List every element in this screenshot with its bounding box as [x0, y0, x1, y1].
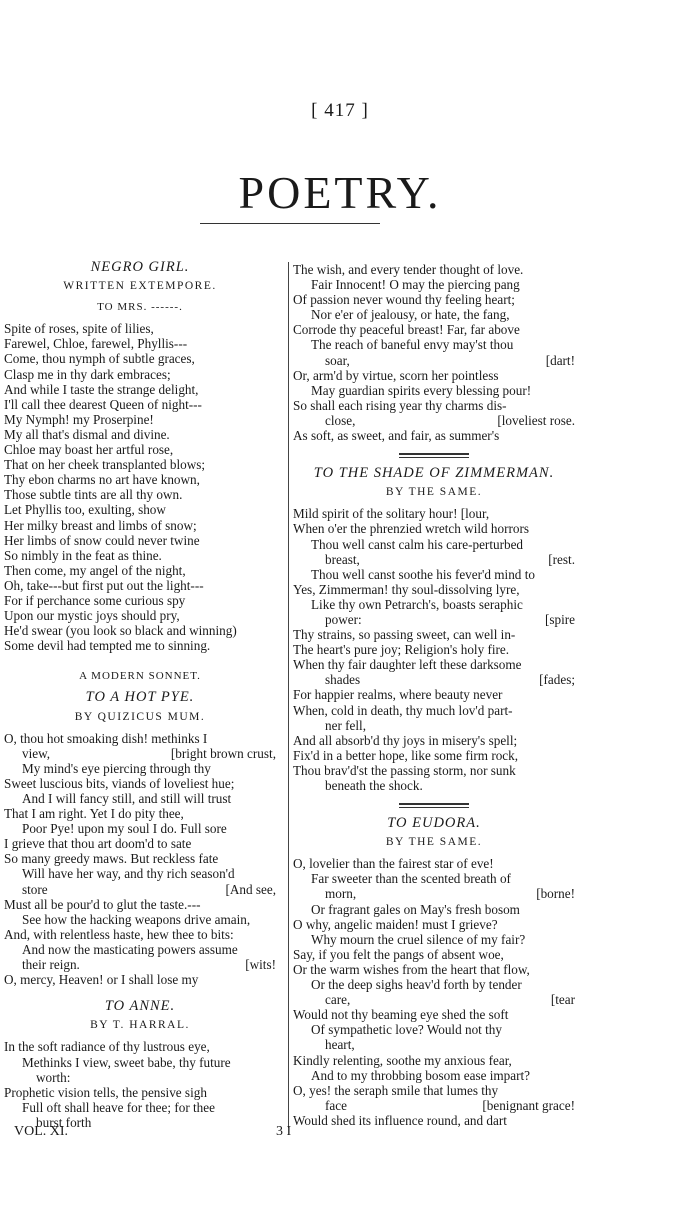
poem-line: Like thy own Petrarch's, boasts seraphic	[311, 596, 523, 612]
poem-line-part: morn,	[325, 886, 357, 902]
poem-line: Let Phyllis too, exulting, show	[4, 502, 166, 518]
poem-line: Oh, take---but first put out the light---	[4, 577, 204, 593]
poem-line: I grieve that thou art doom'd to sate	[4, 836, 192, 852]
poem-line	[293, 992, 575, 1007]
poem-line: Must all be pour'd to glut the taste.---	[4, 896, 201, 912]
poem-line: Thou well canst calm his care-perturbed	[311, 536, 524, 552]
page-number: [ 417 ]	[311, 100, 369, 121]
poem-line: For if perchance some curious spy	[4, 592, 186, 608]
poem-line: O, mercy, Heaven! or I shall lose my	[4, 972, 199, 988]
poem-line: So shall each rising year thy charms dis-	[293, 397, 507, 413]
poem-line: burst forth	[36, 1114, 92, 1130]
poem-line: Thy strains, so passing sweet, can well in-	[293, 627, 516, 643]
section-divider	[399, 453, 469, 458]
poem-line	[4, 882, 276, 897]
poem-line: Would not thy beaming eye shed the soft	[293, 1007, 509, 1023]
section-title: POETRY.	[238, 167, 442, 218]
poem-line-part: their reign.	[22, 957, 80, 973]
poem-line-part: [And see,	[225, 881, 276, 897]
poem-line-part: [rest.	[548, 551, 575, 567]
poem-line: The heart's pure joy; Religion's holy fire.	[293, 642, 510, 658]
poem-line: Or the warm wishes from the heart that flow,	[293, 961, 530, 977]
poem-title-eudora: TO EUDORA.	[387, 815, 481, 832]
poem-body-to-anne	[4, 1039, 276, 1130]
poem-line: Or, arm'd by virtue, scorn her pointless	[293, 367, 499, 383]
poem-body-negro-girl	[4, 321, 276, 653]
poem-subtitle: WRITTEN EXTEMPORE.	[63, 280, 217, 293]
poem-line: Thy ebon charms no art have known,	[4, 472, 200, 488]
poem-body-to-anne-continued	[293, 262, 575, 443]
poem-line: Clasp me in thy dark embraces;	[4, 366, 171, 382]
poem-line: Or fragrant gales on May's fresh bosom	[311, 901, 520, 917]
poem-line: Thou brav'd'st the passing storm, nor sunk	[293, 762, 516, 778]
poem-line-part: [loveliest rose.	[497, 412, 575, 428]
poem-line: Would shed its influence round, and dart	[293, 1112, 507, 1128]
poem-line: ner fell,	[325, 717, 367, 733]
poem-body-eudora	[293, 856, 575, 1128]
poem-line: Why mourn the cruel silence of my fair?	[311, 931, 526, 947]
poem-line: Her limbs of snow could never twine	[4, 532, 200, 548]
poem-line: beneath the shock.	[325, 778, 423, 793]
poem-line: Chloe may boast her artful rose,	[4, 442, 174, 458]
poem-line: And to my throbbing bosom ease impart?	[311, 1067, 531, 1083]
poem-line-part: care,	[325, 992, 351, 1008]
poem-line	[4, 746, 276, 761]
poem-line: Some devil had tempted me to sinning.	[4, 638, 211, 654]
poem-line-part: [spire	[544, 611, 575, 627]
poem-line: Far sweeter than the scented breath of	[311, 871, 511, 887]
poem-line: My mind's eye piercing through thy	[22, 760, 211, 776]
poem-line: The wish, and every tender thought of love.	[293, 262, 524, 277]
poem-line: Prophetic vision tells, the pensive sigh	[4, 1084, 207, 1100]
poem-line	[293, 413, 575, 428]
poem-line: When o'er the phrenzied wretch wild horrors	[293, 521, 529, 537]
poem-line: When, cold in death, thy much lov'd part-	[293, 702, 513, 718]
poem-line: Corrode thy peaceful breast! Far, far above	[293, 322, 520, 338]
poem-line: So nimbly in the feat as thine.	[4, 547, 162, 563]
poem-line: And, with relentless haste, hew thee to bits:	[4, 926, 234, 942]
poem-line: Poor Pye! upon my soul I do. Full sore	[22, 821, 227, 837]
poem-line: So many greedy maws. But reckless fate	[4, 851, 219, 867]
poem-line: Farewel, Chloe, farewel, Phyllis---	[4, 336, 188, 352]
poem-line: Sweet luscious bits, viands of loveliest hue;	[4, 775, 235, 791]
title-underline	[200, 223, 380, 224]
poem-line: That I am right. Yet I do pity thee,	[4, 806, 184, 822]
left-column	[4, 256, 276, 1130]
poem-line: Fix'd in a better hope, like some firm rock,	[293, 747, 519, 763]
poem-line: Thou well canst soothe his fever'd mind to	[311, 566, 535, 582]
volume-label: VOL. XI.	[14, 1124, 69, 1139]
poem-line-part: [bright brown crust,	[170, 745, 276, 761]
poem-line: Yes, Zimmerman! thy soul-dissolving lyre,	[293, 581, 520, 597]
poem-line-part: shades	[325, 672, 361, 688]
poem-dedication: TO MRS. ------.	[97, 301, 183, 314]
poem-line: Mild spirit of the solitary hour! [lour,	[293, 506, 490, 522]
poem-line	[4, 957, 276, 972]
poem-line: heart,	[325, 1037, 355, 1053]
poem-line	[293, 672, 575, 687]
poem-line	[293, 353, 575, 368]
poem-line	[293, 612, 575, 627]
poem-line: worth:	[36, 1069, 71, 1085]
poem-line: When thy fair daughter left these darksome	[293, 657, 522, 673]
poem-line: Upon our mystic joys should pry,	[4, 608, 180, 624]
poem-body-zimmerman	[293, 506, 575, 793]
poem-line: Say, if you felt the pangs of absent woe,	[293, 946, 504, 962]
poem-line-part: face	[325, 1097, 347, 1113]
poem-line: Of passion never wound thy feeling heart;	[293, 292, 515, 308]
poem-line: Nor e'er of jealousy, or hate, the fang,	[311, 307, 510, 323]
poem-line-part: [benignant grace!	[482, 1097, 575, 1113]
poem-line: O, lovelier than the fairest star of eve!	[293, 856, 494, 872]
poem-line: Those subtle tints are all thy own.	[4, 487, 183, 503]
poem-line-part: [dart!	[545, 352, 575, 368]
poem-author: BY QUIZICUS MUM.	[74, 710, 206, 723]
poem-line: Methinks I view, sweet babe, thy future	[22, 1054, 231, 1070]
poem-line: My Nymph! my Proserpine!	[4, 411, 154, 427]
poem-line-part: power:	[325, 611, 362, 627]
poem-line: And all absorb'd thy joys in misery's spell;	[293, 732, 518, 748]
poem-pretitle: A MODERN SONNET.	[79, 670, 201, 683]
poem-line: See how the hacking weapons drive amain,	[22, 911, 251, 927]
poem-line: Will have her way, and thy rich season'd	[22, 866, 235, 882]
poem-line: Of sympathetic love? Would not thy	[311, 1022, 502, 1038]
poem-line-part: breast,	[325, 551, 360, 567]
poem-author: BY T. HARRAL.	[90, 1019, 190, 1032]
poem-line	[293, 886, 575, 901]
poem-author: BY THE SAME.	[385, 486, 483, 499]
poem-author: BY THE SAME.	[385, 836, 483, 849]
poem-line: Her milky breast and limbs of snow;	[4, 517, 197, 533]
poem-line: O why, angelic maiden! must I grieve?	[293, 916, 498, 932]
poem-line-part: soar,	[325, 352, 350, 368]
poem-line	[293, 1098, 575, 1113]
poem-line: Spite of roses, spite of lilies,	[4, 321, 154, 337]
poem-line: I'll call thee dearest Queen of night---	[4, 396, 202, 412]
poem-line-part: view,	[22, 745, 51, 761]
poem-line: And I will fancy still, and still will trust	[22, 791, 232, 806]
poem-line: Full oft shall heave for thee; for thee	[22, 1099, 215, 1115]
poem-title-negro-girl: NEGRO GIRL.	[90, 259, 190, 275]
poem-line-part: close,	[325, 412, 356, 428]
poem-line-part: [tear	[550, 992, 575, 1008]
section-divider	[399, 803, 469, 808]
poem-line: Fair Innocent! O may the piercing pang	[311, 277, 520, 293]
right-column	[288, 262, 575, 1128]
page-footer	[14, 1124, 574, 1140]
poem-line: Come, thou nymph of subtle graces,	[4, 351, 195, 367]
poem-line: That on her cheek transplanted blows;	[4, 457, 206, 473]
poem-line: My all that's dismal and divine.	[4, 426, 170, 442]
poem-title-to-anne: TO ANNE.	[104, 998, 176, 1015]
poem-line	[293, 552, 575, 567]
poem-line: O, yes! the seraph smile that lumes thy	[293, 1082, 499, 1098]
poem-line: And now the masticating powers assume	[22, 941, 238, 957]
poem-line-part: [borne!	[536, 886, 575, 902]
poem-line-part: store	[22, 881, 48, 897]
poem-line: O, thou hot smoaking dish! methinks I	[4, 730, 208, 746]
poem-title-hot-pye: TO A HOT PYE.	[85, 689, 195, 706]
poem-line: And while I taste the strange delight,	[4, 381, 199, 397]
poem-line: For happier realms, where beauty never	[293, 687, 503, 703]
poem-line: As soft, as sweet, and fair, as summer's	[293, 428, 500, 444]
poem-line: He'd swear (you look so black and winning)	[4, 623, 237, 639]
poem-line: Or the deep sighs heav'd forth by tender	[311, 977, 522, 993]
poem-line: The reach of baneful envy may'st thou	[311, 337, 514, 353]
poem-body-hot-pye	[4, 731, 276, 988]
signature-mark: 3 I	[276, 1124, 292, 1139]
poem-line: In the soft radiance of thy lustrous eye,	[4, 1039, 210, 1055]
poem-line: May guardian spirits every blessing pour!	[311, 382, 532, 398]
poem-line-part: [wits!	[245, 957, 276, 973]
poem-title-zimmerman: TO THE SHADE OF ZIMMERMAN.	[313, 465, 555, 482]
poem-line: Kindly relenting, soothe my anxious fear,	[293, 1052, 512, 1068]
poem-line-part: [fades;	[539, 672, 575, 688]
poem-line: Then come, my angel of the night,	[4, 562, 186, 578]
